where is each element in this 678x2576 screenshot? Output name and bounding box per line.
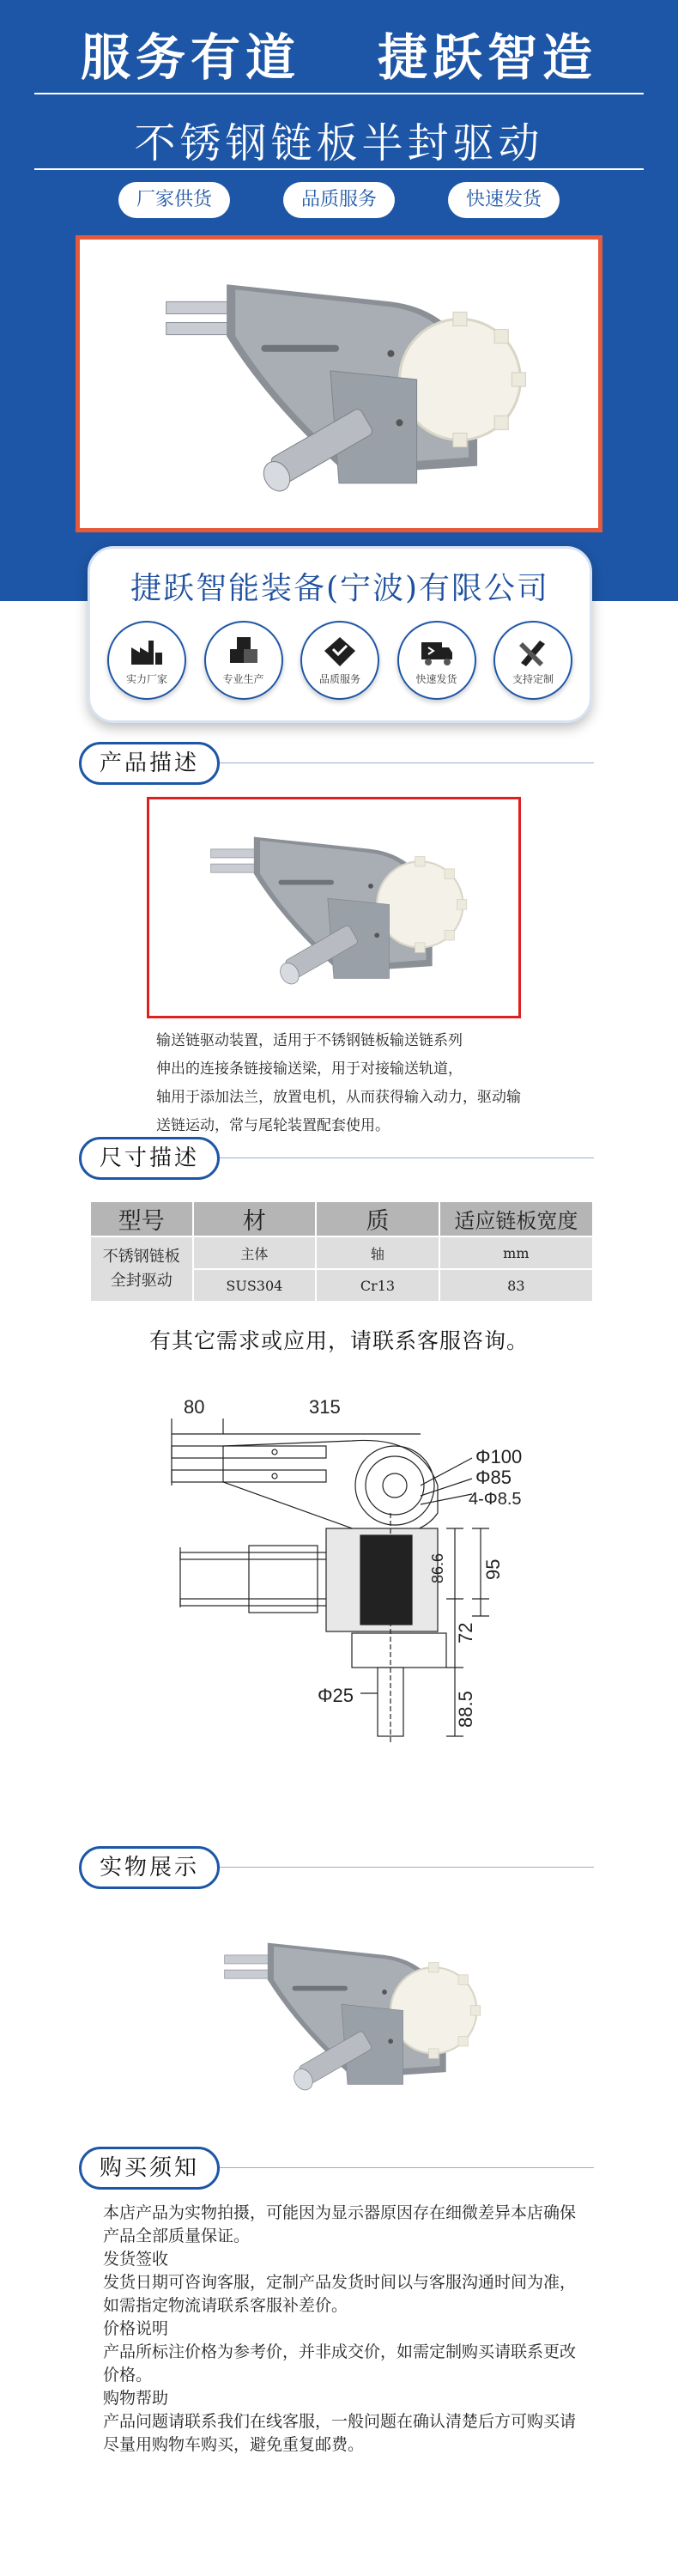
spec-note: 有其它需求或应用，请联系客服咨询。 [148,1328,529,1353]
spec-cell: 轴 [316,1236,439,1269]
truck-icon [418,635,456,668]
drive-unit-illustration [149,799,518,1016]
badge-factory-supply: 厂家供货 [118,182,230,218]
notice-paragraph: 产品问题请联系我们在线客服，一般问题在确认清楚后方可购买请尽量用购物车购买，避免重复邮费。 [103,2412,577,2454]
showcase-product-photo [163,1903,532,2124]
section-heading-showcase: 实物展示 [79,1846,220,1889]
spec-header-width: 适应链板宽度 [439,1201,593,1236]
drive-unit-illustration [80,240,598,528]
spec-cell: mm [439,1236,593,1269]
drive-unit-illustration [163,1903,532,2124]
badge-quality-service: 品质服务 [283,182,395,218]
product-title: 不锈钢链板半封驱动 [134,119,544,167]
technical-drawing [163,1384,541,1771]
spec-header-model: 型号 [90,1201,193,1236]
notice-paragraph: 发货日期可咨询客服，定制产品发货时间以与客服沟通时间为准，如需指定物流请联系客服补差价。 [103,2273,577,2315]
tools-icon [514,635,552,668]
spec-cell: SUS304 [193,1269,317,1302]
divider-top [34,93,644,94]
section-heading-dimensions: 尺寸描述 [79,1137,220,1180]
divider-bottom [34,168,644,170]
spec-table [89,1200,594,1303]
spec-cell: Cr13 [316,1269,439,1302]
notice-paragraph: 产品所标注价格为参考价，并非成交价，如需定制购买请联系更改价格。 [103,2342,577,2385]
purchase-notice [103,2202,584,2457]
notice-heading: 购物帮助 [103,2389,169,2408]
feature-factory: 实力厂家 [107,621,186,700]
notice-paragraph: 本店产品为实物拍摄，可能因为显示器原因存在细微差异本店确保产品全部质量保证。 [103,2203,577,2245]
boxes-icon [225,635,263,668]
description-text: 输送链驱动装置，适用于不锈钢链板输送链系列 伸出的连接条链接输送梁，用于对接输送轨道， 轴用于添加法兰，放置电机，从而获得输入动力，驱动输 送链运动，常与尾轮装置配套使用。 [156,1032,521,1134]
feature-production: 专业生产 [204,621,283,700]
section-heading-description: 产品描述 [79,742,220,785]
quality-icon [321,635,359,668]
dim-80: 80 [184,1396,205,1418]
badge-row [0,182,678,218]
spec-cell: 主体 [193,1236,317,1269]
spec-model: 不锈钢链板全封驱动 [90,1236,193,1302]
notice-heading: 发货签收 [103,2250,169,2269]
slogan [0,17,678,89]
feature-shipping: 快速发货 [397,621,476,700]
slogan-left: 服务有道 [80,28,300,87]
dim-d25: Φ25 [318,1685,354,1706]
dim-88-5: 88.5 [455,1691,476,1728]
hero-product-photo [76,235,602,532]
feature-quality: 品质服务 [300,621,379,700]
dim-86-6: 86.6 [429,1552,446,1583]
spec-header-material-1: 材 [193,1201,317,1236]
dim-holes: 4-Φ8.5 [469,1490,522,1509]
dim-d85: Φ85 [475,1467,512,1488]
slogan-right: 捷跃智造 [378,28,598,87]
company-name: 捷跃智能装备(宁波)有限公司 [130,571,550,606]
factory-icon [128,635,166,668]
dim-95: 95 [482,1558,504,1580]
spec-header-material-2: 质 [316,1201,439,1236]
badge-fast-shipping: 快速发货 [448,182,560,218]
section-heading-notice: 购买须知 [79,2147,220,2190]
feature-row [107,621,572,700]
description-product-photo [147,797,521,1018]
dim-315: 315 [309,1396,341,1418]
feature-custom: 支持定制 [493,621,572,700]
dim-72: 72 [455,1622,476,1643]
company-card [88,546,592,723]
dim-d100: Φ100 [475,1446,523,1467]
spec-cell: 83 [439,1269,593,1302]
notice-heading: 价格说明 [103,2319,169,2338]
